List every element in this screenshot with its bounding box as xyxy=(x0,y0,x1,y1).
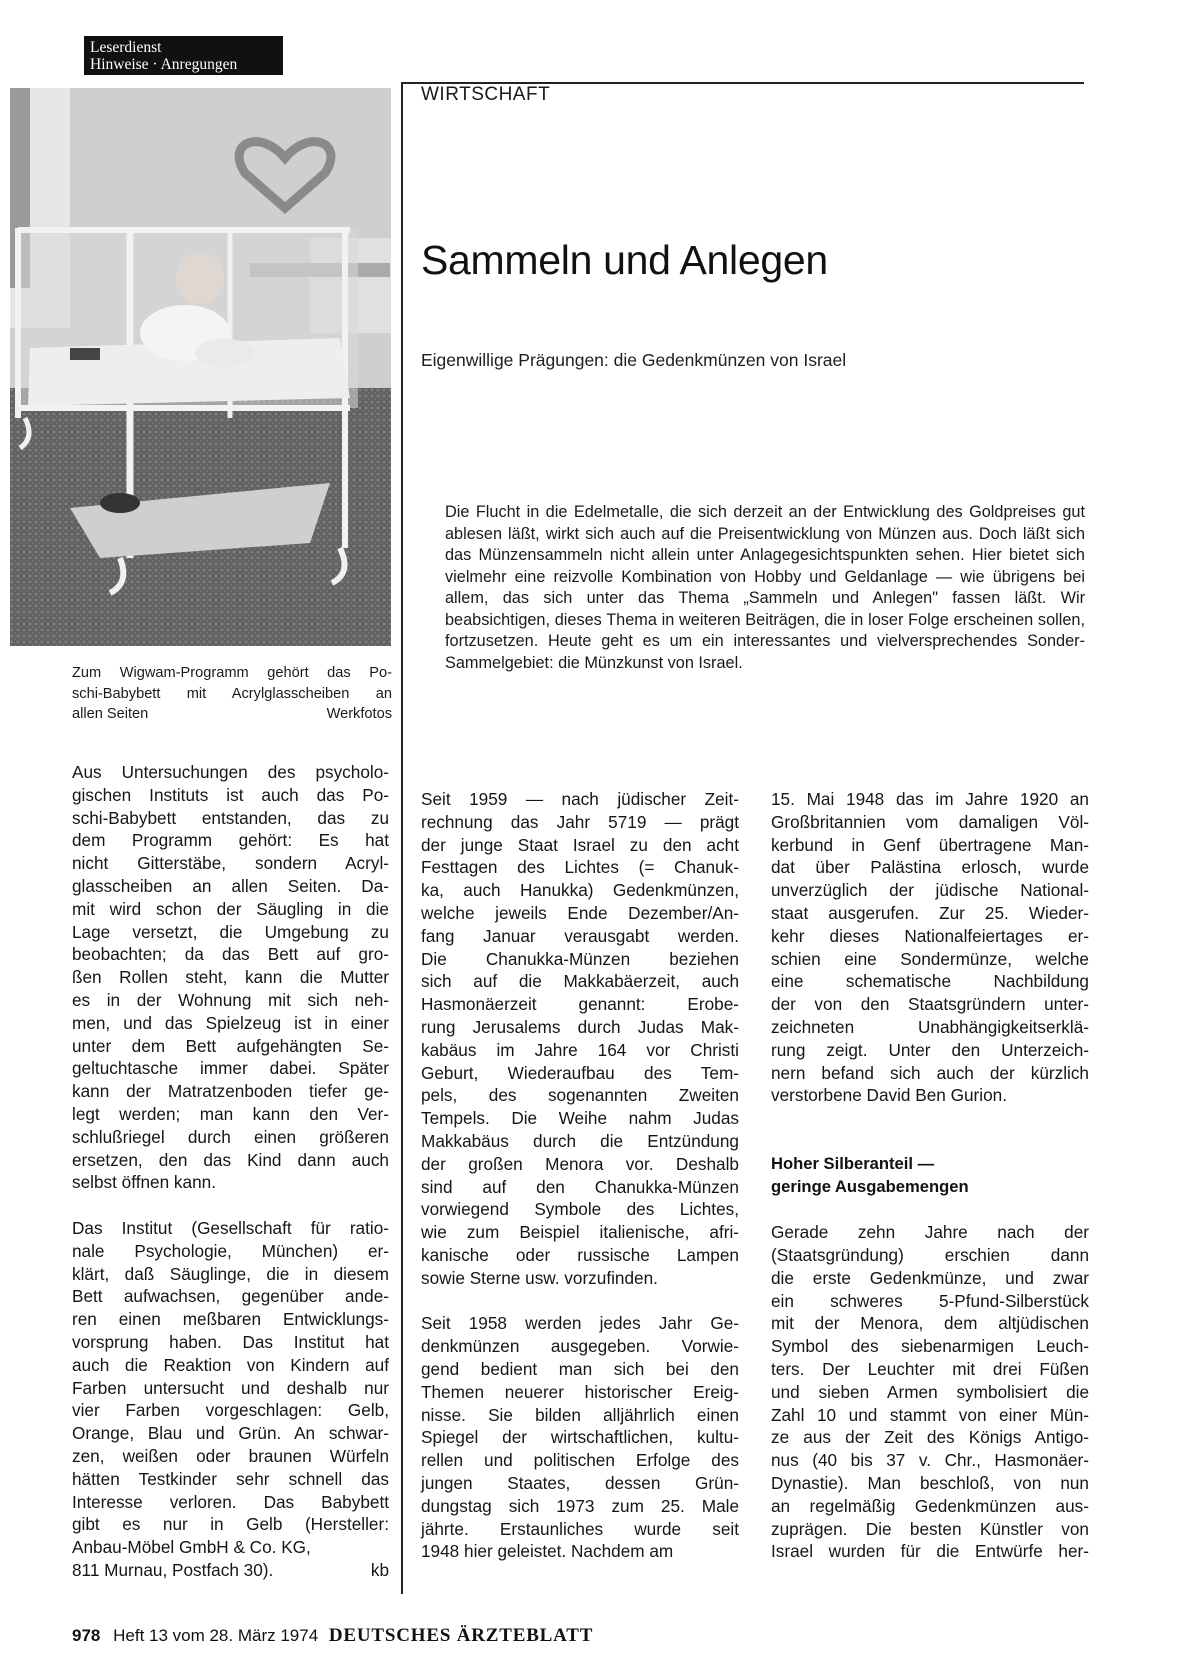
tag-line-1: Leserdienst xyxy=(90,39,162,56)
text-line: 1948 hier geleistet. Nachdem am xyxy=(421,1541,674,1562)
text-line: nern befand sich auch der kürzlich xyxy=(771,1062,1089,1083)
paragraph-gap xyxy=(72,1194,389,1217)
text-line: men, und das Spielzeug ist in einer xyxy=(72,1012,389,1033)
text-line: vorsprung haben. Das Institut hat xyxy=(72,1331,389,1352)
text-line: glasscheiben an allen Seiten. Da- xyxy=(72,875,389,896)
text-line: Farben untersucht und deshalb nur xyxy=(72,1377,389,1398)
text-line: gischen Instituts ist auch das Po- xyxy=(72,784,389,805)
text-line: der von den Staatsgründern unter- xyxy=(771,994,1089,1015)
issue-info: Heft 13 vom 28. März 1974 xyxy=(113,1626,319,1645)
text-line: an regelmäßig Gedenkmünzen aus- xyxy=(771,1495,1089,1516)
text-line: denkmünzen ausgegeben. Vorwie- xyxy=(421,1336,739,1357)
text-line: Lage versetzt, die Umgebung zu xyxy=(72,921,389,942)
page-number: 978 xyxy=(72,1626,101,1645)
caption-line: Zum Wigwam-Programm gehört das Po- xyxy=(72,665,392,681)
text-line: welche jeweils Ende Dezember/An- xyxy=(421,902,739,923)
text-line: dem Programm gehört: Es hat xyxy=(72,830,389,851)
text-line: eine schematische Nachbildung xyxy=(771,971,1089,992)
text-line: vier Farben vorgeschlagen: Gelb, xyxy=(72,1400,389,1421)
text-line: rellen und politischen Erfolge des xyxy=(421,1450,739,1471)
column-3 xyxy=(771,788,1089,1563)
text-line: nale Psychologie, München) er- xyxy=(72,1240,389,1261)
text-line: zen, weißen oder braunen Würfeln xyxy=(72,1445,389,1466)
subheading: Hoher Silberanteil — xyxy=(771,1153,935,1173)
text-line: sowie Sterne usw. vorzufinden. xyxy=(421,1267,658,1288)
text-line: selbst öffnen kann. xyxy=(72,1172,216,1193)
text-line: staat ausgerufen. Zur 25. Wieder- xyxy=(771,902,1089,923)
text-line: Zahl 10 und stammt von einer Mün- xyxy=(771,1404,1089,1425)
column-1 xyxy=(72,761,389,1582)
text-line: nus (40 bis 37 v. Chr., Hasmonäer- xyxy=(771,1450,1089,1471)
text-line: Dynastie). Man beschloß, von nun xyxy=(771,1472,1089,1493)
text-line: wie zum Beispiel italienische, afri- xyxy=(421,1222,739,1243)
text-line: und sieben Armen symbolisiert die xyxy=(771,1381,1089,1402)
tag-line-2: Hinweise · Anregungen xyxy=(90,56,238,73)
text-line: Themen neuerer historischer Ereig- xyxy=(421,1381,739,1402)
text-line: gend bedient man sich bei den xyxy=(421,1358,739,1379)
text-line: kanische oder russische Lampen xyxy=(421,1244,739,1265)
caption-line-last xyxy=(72,704,392,725)
text-line-part: 811 Murnau, Postfach 30). xyxy=(72,1559,274,1580)
text-line: ersetzen, den das Kind dann auch xyxy=(72,1149,389,1170)
text-line: unter dem Bett aufgehängten Se- xyxy=(72,1035,389,1056)
text-line: kabäus im Jahre 164 vor Christi xyxy=(421,1039,739,1060)
text-line: ßen Rollen steht, kann die Mutter xyxy=(72,967,389,988)
text-line: gibt es nur in Gelb (Hersteller: xyxy=(72,1514,389,1535)
text-line: kann der Matratzenboden tiefer ge- xyxy=(72,1081,389,1102)
text-line: nisse. Sie bilden alljährlich einen xyxy=(421,1404,739,1425)
text-line: Seit 1958 werden jedes Jahr Ge- xyxy=(421,1313,739,1334)
text-line: dungstag sich 1973 zum 25. Male xyxy=(421,1495,739,1516)
text-line: jährte. Erstaunliches wurde seit xyxy=(421,1518,739,1539)
intro-paragraph: Die Flucht in die Edelmetalle, die sich derzeit an der Entwicklung des Goldpreises gut ablesen läßt, wirkt sich auch auf die Preisentwicklung von Münzen aus. Doch läßt sich das Münzensammeln nicht allein unter Anlagegesichtspunkten sehen. Hier bietet sich vielmehr eine reizvolle Kombination von Hobby und Geldanlage — wie übrigens bei allem, das sich unter das Thema „Sammeln und Anlegen" fassen läßt. Wir beabsichtigen, dieses Thema in weiteren Beiträgen, die in loser Folge erscheinen sollen, fortzusetzen. Heute geht es um ein interessantes und vielversprechendes Sonder-Sammelgebiet: die Münzkunst von Israel. xyxy=(445,503,1085,672)
text-line: sind auf den Chanukka-Münzen xyxy=(421,1176,739,1197)
column-rule xyxy=(401,84,403,1594)
text-line: die erste Gedenkmünze, und zwar xyxy=(771,1267,1089,1288)
text-line: nicht Gitterstäbe, sondern Acryl- xyxy=(72,853,389,874)
text-line: kehr dieses Nationalfeiertages er- xyxy=(771,925,1089,946)
text-line: Hasmonäerzeit genannt: Erobe- xyxy=(421,994,739,1015)
text-line: Orange, Blau und Grün. An schwar- xyxy=(72,1423,389,1444)
baby-crib-photo xyxy=(10,88,391,646)
text-line: ters. Der Leuchter mit drei Füßen xyxy=(771,1358,1089,1379)
paragraph-gap xyxy=(771,1107,1089,1130)
text-line: mit der Menora, dem altjüdischen xyxy=(771,1313,1089,1334)
text-line-last xyxy=(72,1559,389,1582)
text-line: mit wird schon der Säugling in die xyxy=(72,898,389,919)
text-line: sich auf die Makkabäerzeit, auch xyxy=(421,971,739,992)
text-line: klärt, daß Säuglinge, die in diesem xyxy=(72,1263,389,1284)
text-line: Bett aufwachsen, gegenüber ande- xyxy=(72,1286,389,1307)
section-label: WIRTSCHAFT xyxy=(421,84,551,105)
section-tag xyxy=(84,36,283,75)
text-line: zuprägen. Die besten Künstler von xyxy=(771,1518,1089,1539)
text-line: verstorbene David Ben Gurion. xyxy=(771,1085,1007,1106)
photo-credit: Werkfotos xyxy=(326,706,392,722)
text-line: Anbau-Möbel GmbH & Co. KG, xyxy=(72,1537,311,1558)
text-line: Makkabäus durch die Entzündung xyxy=(421,1130,739,1151)
text-line: beobachten; da das Bett auf gro- xyxy=(72,944,389,965)
text-line: hätten Testkinder sehr schnell das xyxy=(72,1468,389,1489)
text-line: Großbritannien vom damaligen Völ- xyxy=(771,811,1089,832)
text-line: Festtagen des Lichtes (= Chanuk- xyxy=(421,857,739,878)
author-initials: kb xyxy=(370,1559,389,1580)
caption-line: schi-Babybett mit Acrylglasscheiben an xyxy=(72,685,392,702)
text-line: Geburt, Wiederaufbau des Tem- xyxy=(421,1062,739,1083)
text-line: schi-Babybett entstanden, das zu xyxy=(72,807,389,828)
text-line: zeichneten Unabhängigkeitserklä- xyxy=(771,1016,1089,1037)
paragraph-gap xyxy=(771,1198,1089,1221)
page-footer xyxy=(72,1625,593,1647)
subheading: geringe Ausgabemengen xyxy=(771,1176,969,1196)
text-line: kerbund in Genf übertragene Man- xyxy=(771,834,1089,855)
text-line: Interesse verloren. Das Babybett xyxy=(72,1491,389,1512)
text-line: ze aus der Zeit des Königs Antigo- xyxy=(771,1427,1089,1448)
text-line: Tempels. Die Weihe nahm Judas xyxy=(421,1108,739,1129)
text-line: rung zeigt. Unter den Unterzeich- xyxy=(771,1039,1089,1060)
text-line: legt werden; man kann den Ver- xyxy=(72,1103,389,1124)
caption-text: allen Seiten xyxy=(72,706,149,722)
magazine-name: DEUTSCHES ÄRZTEBLATT xyxy=(328,1625,594,1646)
text-line: ein schweres 5-Pfund-Silberstück xyxy=(771,1290,1089,1311)
text-line: auch die Reaktion von Kindern auf xyxy=(72,1354,389,1375)
text-line: geltuchtasche immer dabei. Später xyxy=(72,1058,389,1079)
text-line: jungen Staates, dessen Grün- xyxy=(421,1472,739,1493)
text-line: rechnung das Jahr 5719 — prägt xyxy=(421,811,739,832)
paragraph-gap xyxy=(421,1290,739,1313)
text-line: schlußriegel durch einen größeren xyxy=(72,1126,389,1147)
text-line: dat über Palästina erlosch, wurde xyxy=(771,857,1089,878)
text-line: Symbol des siebenarmigen Leuch- xyxy=(771,1336,1089,1357)
text-line: ren einen meßbaren Entwicklungs- xyxy=(72,1309,389,1330)
text-line: ka, auch Hanukka) Gedenkmünzen, xyxy=(421,880,739,901)
text-line: Aus Untersuchungen des psycholo- xyxy=(72,762,389,782)
text-line: pels, des sogenannten Zweiten xyxy=(421,1085,739,1106)
text-line: 15. Mai 1948 das im Jahre 1920 an xyxy=(771,789,1089,809)
text-line: Gerade zehn Jahre nach der xyxy=(771,1222,1089,1243)
paragraph-gap xyxy=(771,1130,1089,1153)
text-line: der junge Staat Israel zu den acht xyxy=(421,834,739,855)
text-line: Spiegel der wirtschaftlichen, kultu- xyxy=(421,1427,739,1448)
headline: Sammeln und Anlegen xyxy=(421,237,828,283)
text-line: Das Institut (Gesellschaft für ratio- xyxy=(72,1217,389,1238)
photo-caption xyxy=(72,663,392,725)
text-line: schien eine Sondermünze, welche xyxy=(771,948,1089,969)
text-line: unverzüglich der jüdische National- xyxy=(771,880,1089,901)
text-line: rung Jerusalems durch Judas Mak- xyxy=(421,1016,739,1037)
text-line: es in der Wohnung mit sich neh- xyxy=(72,989,389,1010)
text-line: der großen Menora vor. Deshalb xyxy=(421,1153,739,1174)
text-line: fang Januar verausgabt werden. xyxy=(421,925,739,946)
text-line: Die Chanukka-Münzen beziehen xyxy=(421,948,739,969)
text-line: Israel wurden für die Entwürfe her- xyxy=(771,1541,1089,1562)
photo-drawing xyxy=(10,88,391,646)
text-line: (Staatsgründung) erschien dann xyxy=(771,1244,1089,1265)
column-2 xyxy=(421,788,739,1563)
subtitle: Eigenwillige Prägungen: die Gedenkmünzen von Israel xyxy=(421,350,847,370)
text-line: vorwiegend Symbole des Lichtes, xyxy=(421,1199,739,1220)
text-line: Seit 1959 — nach jüdischer Zeit- xyxy=(421,789,739,809)
